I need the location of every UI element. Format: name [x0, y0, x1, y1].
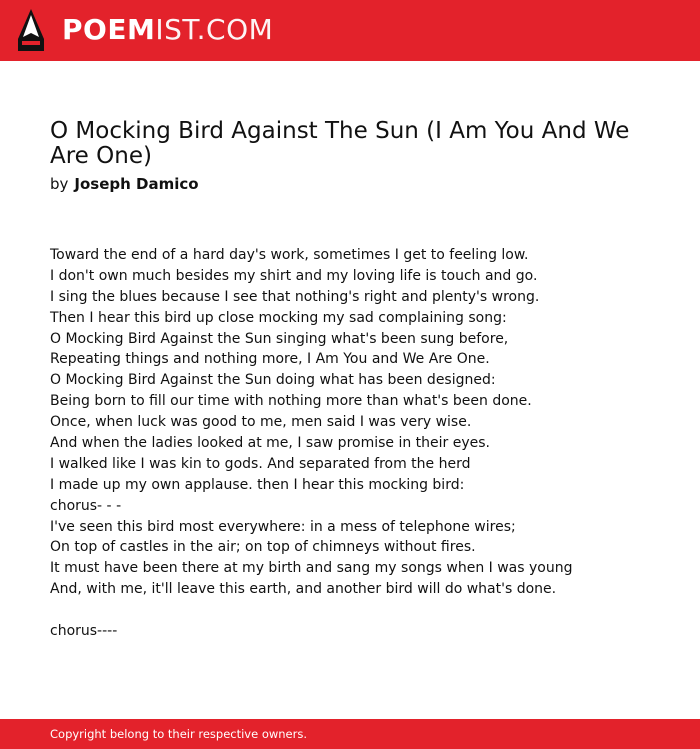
site-logo-text — [62, 9, 273, 51]
poem-title: O Mocking Bird Against The Sun (I Am You And We Are One) — [50, 118, 630, 169]
pencil-icon — [18, 9, 44, 51]
copyright-text: Copyright belong to their respective owners. — [50, 727, 308, 741]
logo-text-bold: POEM — [62, 13, 156, 46]
poem-line: And when the ladies looked at me, I saw promise in their eyes. — [50, 435, 491, 452]
poem-line: I made up my own applause. then I hear this mocking bird: — [50, 476, 465, 493]
poem-line — [50, 600, 660, 621]
poem-line: It must have been there at my birth and sang my songs when I was young — [50, 560, 573, 577]
poem-line: I don't own much besides my shirt and my loving life is touch and go. — [50, 267, 538, 284]
poem-body — [50, 245, 660, 642]
by-label: by — [50, 175, 69, 193]
poem-line: chorus---- — [50, 623, 118, 640]
byline — [50, 175, 199, 193]
poem-line: O Mocking Bird Against the Sun doing what has been designed: — [50, 372, 496, 389]
poem-line: I've seen this bird most everywhere: in a mess of telephone wires; — [50, 518, 516, 535]
poem-line: I sing the blues because I see that nothing's right and plenty's wrong. — [50, 288, 540, 305]
poem-line: chorus- - - — [50, 497, 122, 514]
poem-line: And, with me, it'll leave this earth, and another bird will do what's done. — [50, 581, 557, 598]
site-header — [0, 0, 700, 61]
poem-line: Repeating things and nothing more, I Am You and We Are One. — [50, 351, 490, 368]
poem-line: I walked like I was kin to gods. And separated from the herd — [50, 455, 471, 472]
logo-text-light: IST.COM — [155, 13, 274, 46]
poem-line: Being born to fill our time with nothing more than what's been done. — [50, 393, 532, 410]
poem-line: Then I hear this bird up close mocking my sad complaining song: — [50, 309, 507, 326]
site-logo-link[interactable] — [18, 9, 273, 51]
author-link[interactable]: Joseph Damico — [74, 175, 199, 193]
poem-line: O Mocking Bird Against the Sun singing what's been sung before, — [50, 330, 509, 347]
poem-line: Toward the end of a hard day's work, sometimes I get to feeling low. — [50, 247, 529, 263]
site-footer — [0, 719, 700, 749]
poem-line: On top of castles in the air; on top of chimneys without fires. — [50, 539, 476, 556]
poem-line: Once, when luck was good to me, men said I was very wise. — [50, 414, 472, 431]
